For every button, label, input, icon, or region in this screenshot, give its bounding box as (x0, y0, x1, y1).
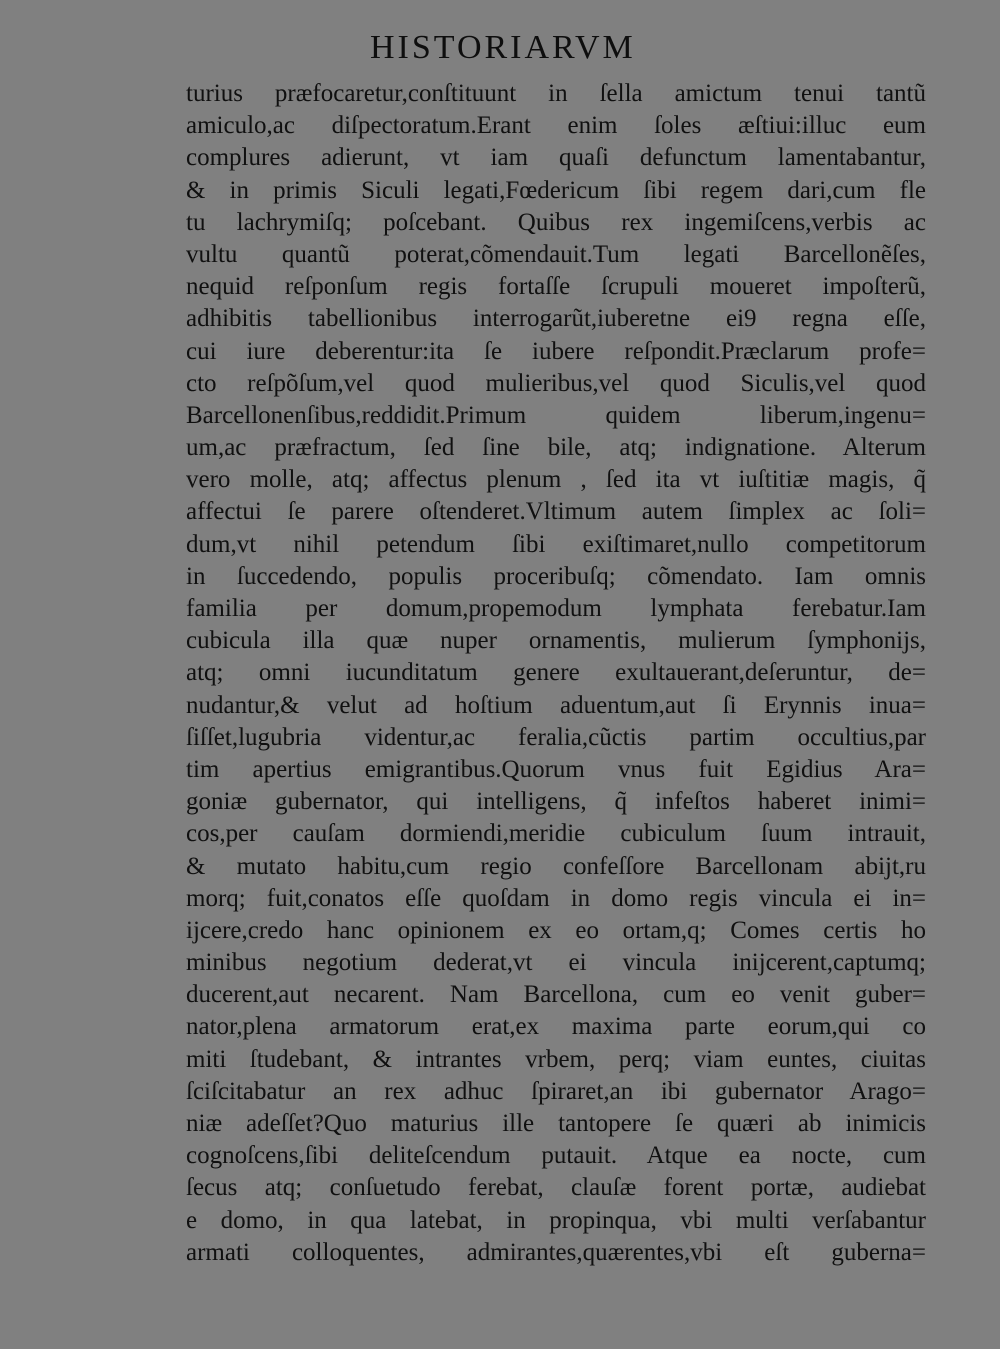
text-line: nequid reſponſum regis fortaſſe ſcrupuli moueret impoſterũ, (186, 273, 926, 301)
text-line: ijcere,credo hanc opinionem ex eo ortam,q; Comes certis ho (186, 916, 926, 944)
text-line: nudantur,& velut ad hoſtium aduentum,aut ſi Erynnis inua= (186, 691, 926, 719)
text-line: tu lachrymiſq; poſcebant. Quibus rex ingemiſcens,verbis ac (186, 208, 926, 236)
text-line: minibus negotium dederat,vt ei vincula inijcerent,captumq; (186, 949, 926, 977)
text-line: Barcellonenſibus,reddidit.Primum quidem liberum,ingenu= (186, 401, 926, 429)
text-line: in ſuccedendo, populis proceribuſq; cõmendato. Iam omnis (186, 562, 926, 590)
text-line: ducerent,aut necarent. Nam Barcellona, cum eo venit guber= (186, 981, 926, 1009)
text-line: vero molle, atq; affectus plenum , ſed ita vt iuſtitiæ magis, q̃ (186, 466, 926, 494)
text-line: tim apertius emigrantibus.Quorum vnus fuit Egidius Ara= (186, 755, 926, 783)
text-line: vultu quantũ poterat,cõmendauit.Tum legati Barcellonẽſes, (186, 240, 926, 268)
text-line: cubicula illa quæ nuper ornamentis, mulierum ſymphonijs, (186, 627, 926, 655)
text-line: e domo, in qua latebat, in propinqua, vbi multi verſabantur (186, 1206, 926, 1234)
text-line: atq; omni iucunditatum genere exultauerant,deſeruntur, de= (186, 659, 926, 687)
text-line: ſciſcitabatur an rex adhuc ſpiraret,an ibi gubernator Arago= (186, 1077, 926, 1105)
text-line: cognoſcens,ſibi deliteſcendum putauit. Atque ea nocte, cum (186, 1142, 926, 1170)
text-line: goniæ gubernator, qui intelligens, q̃ infeſtos haberet inimi= (186, 788, 926, 816)
text-line: cto reſpõſum,vel quod mulieribus,vel quod Siculis,vel quod (186, 369, 926, 397)
text-line: morq; fuit,conatos eſſe quoſdam in domo regis vincula ei in= (186, 884, 926, 912)
text-line: turius præfocaretur,conſtituunt in ſella amictum tenui tantũ (186, 80, 926, 107)
text-line: & in primis Siculi legati,Fœdericum ſibi regem dari,cum fle (186, 176, 926, 204)
text-line: & mutato habitu,cum regio confeſſore Barcellonam abijt,ru (186, 852, 926, 880)
text-line: amiculo,ac diſpectoratum.Erant enim ſoles æſtiui:illuc eum (186, 112, 926, 140)
text-line: ſecus atq; conſuetudo ferebat, clauſæ forent portæ, audiebat (186, 1174, 926, 1202)
text-line: cui iure deberentur:ita ſe iubere reſpondit.Præclarum profe= (186, 337, 926, 365)
text-line: miti ſtudebant, & intrantes vrbem, perq; viam euntes, ciuitas (186, 1045, 926, 1073)
text-line: um,ac præfractum, ſed ſine bile, atq; indignatione. Alterum (186, 434, 926, 462)
text-line: dum,vt nihil petendum ſibi exiſtimaret,nullo competitorum (186, 530, 926, 558)
running-head: HISTORIARVM (370, 29, 636, 66)
text-line: familia per domum,propemodum lymphata ferebatur.Iam (186, 595, 926, 622)
text-line: niæ adeſſet?Quo maturius ille tantopere ſe quæri ab inimicis (186, 1110, 926, 1137)
body-text (186, 78, 926, 1269)
text-line: ſiſſet,lugubria videntur,ac feralia,cũctis partim occultius,par (186, 723, 926, 751)
text-line: affectui ſe parere oſtenderet.Vltimum autem ſimplex ac ſoli= (186, 498, 926, 526)
text-line: armati colloquentes, admirantes,quærentes,vbi eſt guberna= (186, 1238, 926, 1266)
text-line: complures adierunt, vt iam quaſi defunctum lamentabantur, (186, 144, 926, 172)
text-line: nator,plena armatorum erat,ex maxima parte eorum,qui co (186, 1013, 926, 1041)
text-line: adhibitis tabellionibus interrogarũt,iuberetne ei9 regna eſſe, (186, 305, 926, 333)
text-line: cos,per cauſam dormiendi,meridie cubiculum ſuum intrauit, (186, 820, 926, 848)
